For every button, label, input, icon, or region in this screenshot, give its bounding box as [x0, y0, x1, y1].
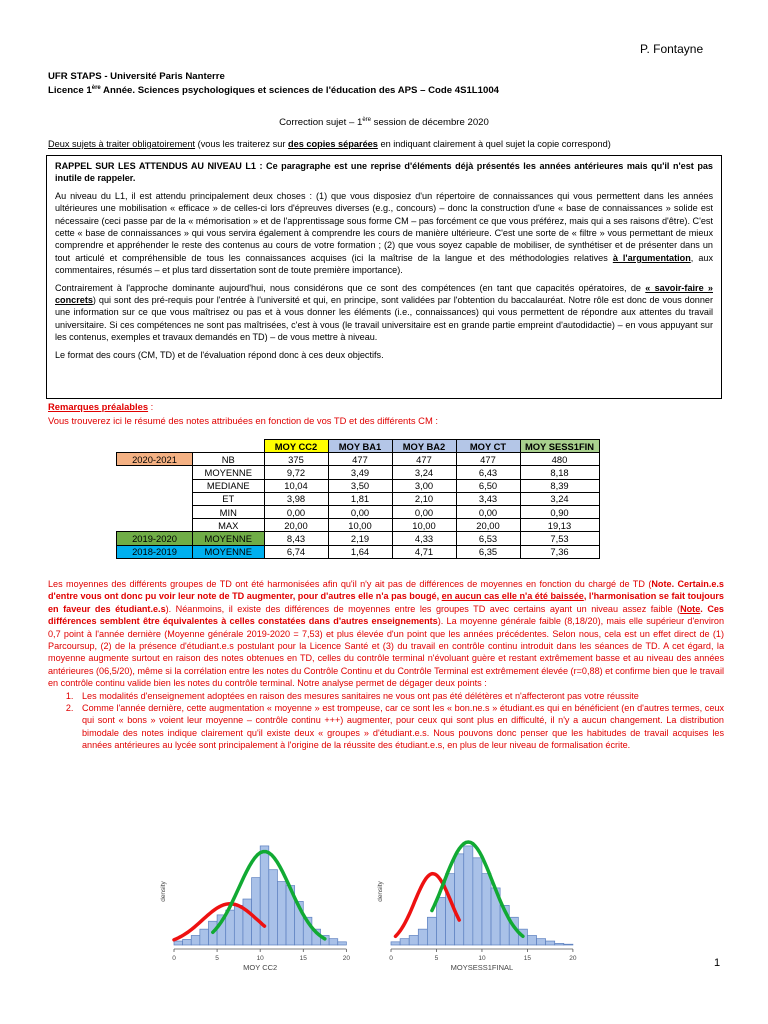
- table-cell: 8,43: [264, 532, 328, 545]
- table-cell: 19,13: [520, 519, 599, 532]
- table-row: [117, 545, 600, 558]
- instructions-line: Deux sujets à traiter obligatoirement (vous les traiterez sur des copies séparées en indiquant clairement à quel sujet la copie correspond): [48, 139, 611, 149]
- histogram-bar: [191, 935, 200, 945]
- table-cell: 477: [456, 453, 520, 466]
- row-label: ET: [193, 492, 265, 505]
- histogram-bar: [183, 939, 192, 945]
- table-cell: 6,50: [456, 479, 520, 492]
- course-header: Licence 1ère Année. Sciences psychologiques et sciences de l'éducation des APS – Code 4S1L1004: [48, 85, 500, 97]
- histogram-bar: [482, 874, 491, 945]
- year-cell: [117, 505, 193, 518]
- table-cell: 477: [392, 453, 456, 466]
- grades-table: [116, 439, 600, 559]
- rappel-paragraph-1: Au niveau du L1, il est attendu principalement deux choses : (1) que vous disposiez d'un répertoire de connaissances qui vous permettent dans les années ultérieures une mobilisation « efficace » de celles-ci lors d'épreuves diverses (e.g., concours) – donc la construction d'une « base de connaissances » solide est nécessaire (ceci passe par de la « mémorisation » et de l'apprentissage sous forme CM – pas forcément ce que vous préférez, mais qui a ses raisons d'être). C'est cette « base de connaissances » qui vous servira également à comprendre les cours de manière ultérieure. C'est une sorte de « filtre » vous permettant de mieux comprendre et appréhender le reste des contenus au cours de votre formation ; (2) que vous soyez capable de mobiliser, de synthétiser et de présenter dans un tout articulé et compréhensible de tous les connaissances acquises (ici la maîtrise de la langue et des méthodologies relatives à l'argumentation, aux commentaires, résumés – et plus tard dissertation sont de toute première importance).: [55, 190, 713, 276]
- histogram-bar: [409, 935, 418, 945]
- table-cell: 3,24: [392, 466, 456, 479]
- year-cell: [117, 466, 193, 479]
- table-cell: 480: [520, 453, 599, 466]
- row-label: MIN: [193, 505, 265, 518]
- histogram-bar: [234, 905, 243, 945]
- analysis-text: [48, 578, 724, 752]
- histogram-bar: [174, 941, 183, 945]
- list-item: 2. Comme l'année dernière, cette augmentation « moyenne » est trompeuse, car ce sont les « bon.ne.s » étudiant.es qui en bénéficient (en d'autres termes, ceux qui sont « bons » voient leur moyenne – contrôle continu +++) augmenter, pour ceux qui sont plus en difficulté, il n'y a aucun changement. La distribution bimodale des notes indique clairement qu'il existe deux « groupes » d'étudiant.e.s. Nous pouvons donc penser que les habitudes de travail acquises les années antérieures au lycée sont principalement à l'origine de la réussite des étudiant.e.s, en plus de leur niveau de formalisation écrite.: [76, 702, 724, 752]
- rappel-box: [46, 155, 722, 399]
- remarques-line: Vous trouverez ici le résumé des notes attribuées en fonction de vos TD et des différents CM :: [48, 415, 438, 426]
- table-cell: 1,81: [328, 492, 392, 505]
- histogram-bar: [564, 944, 573, 945]
- histogram-bar: [546, 941, 555, 945]
- list-item: 1. Les modalités d'enseignement adoptées en raison des mesures sanitaires ne vous ont pas été délétères et n'affecteront pas votre réussite: [76, 690, 724, 702]
- table-cell: 6,35: [456, 545, 520, 558]
- x-tick-label: 5: [434, 955, 439, 962]
- column-header: MOY BA1: [328, 440, 392, 453]
- table-cell: 6,74: [264, 545, 328, 558]
- histogram-bar: [277, 882, 286, 945]
- x-tick-label: 0: [172, 955, 176, 962]
- table-cell: 2,10: [392, 492, 456, 505]
- table-cell: 0,00: [456, 505, 520, 518]
- table-cell: 3,00: [392, 479, 456, 492]
- table-cell: 20,00: [456, 519, 520, 532]
- x-tick-label: 15: [299, 955, 307, 962]
- row-label: MEDIANE: [193, 479, 265, 492]
- x-tick-label: 20: [569, 955, 577, 962]
- histogram-bar: [329, 939, 338, 945]
- histogram-bar: [243, 899, 252, 945]
- table-cell: 3,49: [328, 466, 392, 479]
- histogram-bar: [464, 846, 473, 945]
- table-cell: 9,72: [264, 466, 328, 479]
- x-tick-label: 10: [256, 955, 264, 962]
- histogram-bar: [269, 870, 278, 945]
- table-cell: 0,00: [264, 505, 328, 518]
- histogram-bar: [252, 878, 261, 945]
- rappel-paragraph-2: Contrairement à l'approche dominante aujourd'hui, nous considérons que ce sont des compétences (en tant que capacités opératoires, de « savoir-faire » concrets) qui sont des pré-requis pour l'entrée à l'université et qui, en principe, sont validées par l'obtention du baccalauréat. Notre rôle est donc de vous donner une information sur ce que vous maîtrisez ou pas et à vous donner les éléments (i.e., connaissances) qui vous permettent de répondre aux attentes du travail universitaire. Si ces compétences ne sont pas maîtrisées, c'est à vous (le travail universitaire est en grande partie empreint d'autodidactie) – en vous appuyant sur les contenus, exemples et travaux demandés en TD) – de vous mettre à niveau.: [55, 282, 713, 343]
- table-cell: 6,43: [456, 466, 520, 479]
- table-row: [117, 466, 600, 479]
- column-header: MOY CT: [456, 440, 520, 453]
- table-cell: 20,00: [264, 519, 328, 532]
- table-cell: 3,24: [520, 492, 599, 505]
- table-cell: 2,19: [328, 532, 392, 545]
- histogram-bar: [473, 858, 482, 945]
- row-label: MAX: [193, 519, 265, 532]
- table-cell: 6,53: [456, 532, 520, 545]
- histogram-moysess1final: [375, 832, 590, 972]
- x-tick-label: 10: [478, 955, 486, 962]
- row-label: NB: [193, 453, 265, 466]
- table-cell: 0,00: [328, 505, 392, 518]
- table-cell: 0,00: [392, 505, 456, 518]
- histogram-bar: [455, 854, 464, 945]
- table-cell: 3,43: [456, 492, 520, 505]
- table-cell: 3,98: [264, 492, 328, 505]
- table-cell: 3,50: [328, 479, 392, 492]
- table-cell: 7,53: [520, 532, 599, 545]
- row-label: MOYENNE: [193, 532, 265, 545]
- table-cell: 375: [264, 453, 328, 466]
- table-row: [117, 532, 600, 545]
- table-header-row: [117, 440, 600, 453]
- table-row: [117, 492, 600, 505]
- column-header: MOY CC2: [264, 440, 328, 453]
- table-cell: 1,64: [328, 545, 392, 558]
- table-row: [117, 505, 600, 518]
- table-cell: 4,33: [392, 532, 456, 545]
- histogram-bar: [391, 942, 400, 945]
- rappel-paragraph-3: Le format des cours (CM, TD) et de l'évaluation répond donc à ces deux objectifs.: [55, 349, 384, 360]
- table-row: [117, 519, 600, 532]
- table-cell: 8,39: [520, 479, 599, 492]
- analysis-paragraph: Les moyennes des différents groupes de TD ont été harmonisées afin qu'il n'y ait pas de différences de moyennes en fonction du chargé de TD (Note. Certain.e.s d'entre vous ont donc pu voir leur note de TD augmenter, pour d'autres elle n'a pas bougé, en aucun cas elle n'a été baissée, l'harmonisation se fait toujours en faveur des étudiant.e.s). Néanmoins, il existe des différences de moyennes entre les groupes TD avec certains ayant un niveau assez faible (Note. Ces différences semblent être équivalentes à celles constatées dans d'autres enseignements). La moyenne générale faible (8,18/20), mais elle supérieur d'environ 0,7 point à l'année dernière (Moyenne générale 2019-2020 = 7,53) et plus élevée d'un point que les années précédentes. Selon nous, cela est un effet direct de (1) Parcoursup, (2) de la présence d'étudiant.e.s postulant pour la Licence Santé et (3) du travail en contrôle continu introduit dans les séances de TD. A cet égard, la moyenne augmente surtout en raison des notes obtenues en TD, celles du contrôle terminal n'évoluant guère et restant extrêmement basse et au niveau des années antérieures (06,5/20), même si la corrélation entre les notes du Contrôle Continu et du Contrôle Terminal est extrêmement élevée (r=0,88) et confirme bien que le travail en contrôle continu valide bien les notes du contrôle terminal. Notre analyse permet de dégager deux points :: [48, 579, 725, 689]
- histogram-bar: [537, 939, 546, 945]
- x-tick-label: 5: [215, 955, 219, 962]
- table-cell: 8,18: [520, 466, 599, 479]
- table-row: [117, 453, 600, 466]
- author-name: P. Fontayne: [640, 42, 704, 56]
- year-cell: [117, 519, 193, 532]
- university-header: UFR STAPS - Université Paris Nanterre: [48, 71, 225, 82]
- histogram-bar: [418, 929, 427, 945]
- x-tick-label: 20: [342, 955, 350, 962]
- histogram-bar: [200, 929, 209, 945]
- x-tick-label: 15: [523, 955, 532, 962]
- table-cell: 10,00: [328, 519, 392, 532]
- histogram-moy-cc2: [158, 832, 363, 972]
- remarques-title: Remarques préalables :: [48, 401, 154, 412]
- table-cell: 0,90: [520, 505, 599, 518]
- table-cell: 10,04: [264, 479, 328, 492]
- year-cell: [117, 492, 193, 505]
- analysis-points-list: [48, 690, 724, 752]
- x-axis-label: MOY CC2: [243, 963, 278, 972]
- column-header: MOY BA2: [392, 440, 456, 453]
- year-cell: 2020-2021: [117, 453, 193, 466]
- histogram-bar: [527, 935, 536, 945]
- year-cell: 2019-2020: [117, 532, 193, 545]
- histogram-bar: [260, 846, 269, 945]
- histogram-bar: [338, 942, 347, 945]
- table-cell: 4,71: [392, 545, 456, 558]
- rappel-title: RAPPEL SUR LES ATTENDUS AU NIVEAU L1 : Ce paragraphe est une reprise d'éléments déjà présentés les années antérieures mais qu'il n'est pas inutile de rappeler.: [55, 161, 713, 184]
- histogram-bar: [436, 897, 445, 945]
- document-subtitle: Correction sujet – 1ère session de décembre 2020: [279, 117, 489, 129]
- table-cell: 477: [328, 453, 392, 466]
- year-cell: [117, 479, 193, 492]
- histogram-bar: [400, 939, 409, 945]
- table-row: [117, 479, 600, 492]
- year-cell: 2018-2019: [117, 545, 193, 558]
- x-axis-label: MOYSESS1FINAL: [450, 963, 514, 972]
- table-cell: 7,36: [520, 545, 599, 558]
- column-header: MOY SESS1FIN: [520, 440, 599, 453]
- table-cell: 10,00: [392, 519, 456, 532]
- row-label: MOYENNE: [193, 545, 265, 558]
- x-tick-label: 0: [389, 955, 393, 962]
- row-label: MOYENNE: [193, 466, 265, 479]
- page-number: 1: [714, 957, 721, 969]
- histogram-bar: [427, 917, 436, 945]
- y-axis-label: density: [377, 881, 384, 902]
- histogram-bar: [555, 943, 564, 945]
- y-axis-label: density: [160, 881, 167, 902]
